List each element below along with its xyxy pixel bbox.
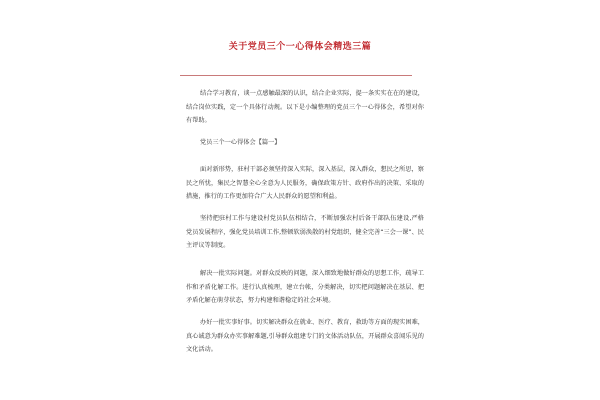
body-paragraph-2: 坚持把驻村工作与建设村党员队伍相结合，不断加强农村后备干部队伍建设,严格党员发展程序，强化党员培训工作,整顿软弱涣散的村党组织，健全完善“三会一课”、民主评议等制度。: [186, 215, 424, 249]
section-heading: 党员三个一心得体会【篇一】: [200, 139, 281, 146]
body-paragraph-4: 办好一批实事好事。切实解决群众在就业、医疗、教育，救助等方面的现实困难，真心诚意为群众办实事解难题,引导群众组建专门的文体活动队伍，开展群众喜闻乐见的文化活动。: [186, 319, 424, 353]
intro-paragraph: 结合学习教育，谈一点感触最深的认识，结合企业实际，提一条实实在在的建设，结合岗位实践，定一个具体行动规。以下是小编整理的党员三个一心得体会，希望对你有帮助。: [186, 90, 424, 124]
body-paragraph-1: 面对新形势，驻村干部必须坚持深入实际，深入基层，深入群众，想民之所思，察民之所忧，集民之智慧全心全意为人民服务，确保政策方针、政府作出的决策、采取的措施，推行的工作更加符合广大人民群众的愿望和利益。: [186, 166, 424, 200]
document-title: 关于党员三个一心得体会精选三篇: [228, 42, 372, 52]
title-divider: [180, 75, 412, 76]
body-paragraph-3: 解决一批实际问题。对群众反映的问题，深入细致地做好群众的思想工作，疏导工作和矛盾化解工作。进行认真梳理，建立台帐，分类解决，切实把问题解决在基层、把矛盾化解在萌芽状态，努力构建和谐稳定的社会环境。: [186, 270, 424, 304]
